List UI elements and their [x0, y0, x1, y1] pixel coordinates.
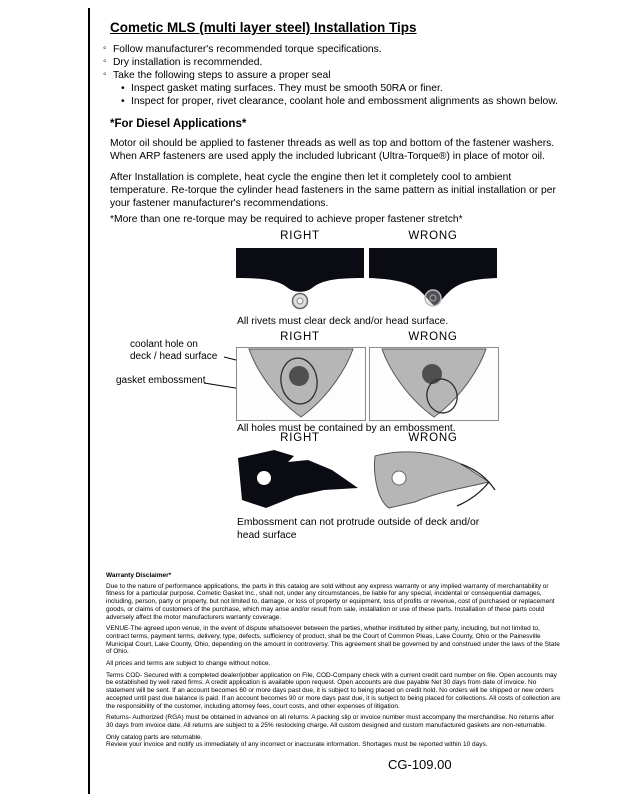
- disclaimer-paragraph: All prices and terms are subject to change without notice.: [106, 660, 271, 668]
- rivet-right-label: RIGHT: [280, 230, 320, 242]
- tip-item: ◦ Follow manufacturer's recommended torque specifications.: [103, 43, 589, 56]
- disclaimer-paragraph: Returns- Authorized (RGA) must be obtained in advance on all returns. A packing slip or invoice number must accompany the merchandise. No returns after 30 days from invoice date. All returns are subject to a 25% restocking charge. All custom designed and custom manufactured gaskets are non-returnable.: [106, 714, 555, 729]
- embossment-protruding-illustration: [369, 446, 497, 512]
- page-title: Cometic MLS (multi layer steel) Installation Tips: [110, 20, 417, 35]
- tip-item: ◦ Dry installation is recommended.: [103, 56, 589, 69]
- embossment-inside-illustration: [236, 446, 364, 512]
- holes-wrong-label: WRONG: [408, 331, 458, 343]
- embossment-right-label: RIGHT: [280, 432, 320, 444]
- sub-tip-item: • Inspect for proper, rivet clearance, coolant hole and embossment alignments as shown below.: [121, 95, 589, 108]
- retorque-note: *More than one re-torque may be required to achieve proper fastener stretch*: [110, 214, 463, 225]
- embossment-wrong-label: WRONG: [408, 432, 458, 444]
- diagram-embossment-wrong: [369, 446, 497, 512]
- disclaimer-paragraph: Due to the nature of performance applications, the parts in this catalog are sold without any express warranty or any implied warranty of merchantability or fitness for a particular purpose. Cometic Gasket Inc., shall not, under any circumstances, be liable for any special, incidental or consequential damages, including, person, party or property, but not limited to, damage, or loss of property or equipment, loss of profits or revenue, cost of purchased or replacement goods, or claims of customers of the purchase, which may arise and/or result from sale, installation or use of these parts. Installation of these parts could adversely affect the motor manufacturers warranty coverage.: [106, 582, 555, 621]
- tip-item: ◦ Take the following steps to assure a proper seal: [103, 69, 589, 82]
- diagram-coolant-right: [236, 347, 366, 421]
- disclaimer-paragraph: VENUE-The agreed upon venue, in the event of dispute whatsoever between the parties, whether instituted by either party, including, but not limited to, contract terms, payment terms, delivery, type, defects, sufficiency of product, shall be the Court of Common Pleas, Lake County, Ohio or the Painesville Municipal Court, Lake County, Ohio, depending on the amount in controversy. This agreement shall be governed by and construed under the laws of the State of Ohio.: [106, 625, 560, 656]
- gasket-embossment-annotation: gasket embossment: [116, 375, 206, 386]
- warranty-disclaimer-heading: Warranty Disclaimer*: [106, 572, 172, 579]
- diagram-embossment-right: [236, 446, 364, 512]
- coolant-hole-annotation-line1: coolant hole on: [130, 339, 198, 350]
- installation-tips-list: [103, 43, 589, 108]
- warranty-disclaimer: [106, 572, 563, 753]
- disclaimer-paragraph: Review your invoice and notify us immediately of any incorrect or inaccurate information. Shortages must be reported within 10 days.: [106, 741, 488, 749]
- sub-tip-item: • Inspect gasket mating surfaces. They must be smooth 50RA or finer.: [121, 82, 589, 95]
- holes-right-label: RIGHT: [280, 331, 320, 343]
- hole-not-contained-illustration: [370, 348, 498, 420]
- disclaimer-paragraph: Only catalog parts are returnable.: [106, 733, 203, 741]
- diagram-section: [0, 228, 618, 550]
- catalog-page-number: CG-109.00: [388, 757, 452, 772]
- diesel-applications-heading: *For Diesel Applications*: [110, 118, 247, 130]
- diesel-paragraph-retorque: After Installation is complete, heat cycle the engine then let it completely cool to ambient temperature. Re-torque the cylinder head fasteners in the same pattern as initial installation or per your fastener manufacturer's recommendations.: [110, 172, 556, 210]
- rivet-caption: All rivets must clear deck and/or head surface.: [237, 316, 449, 327]
- disclaimer-paragraph: Terms COD- Secured with a completed dealer/jobber application on File, COD-Company check with a current credit card number on file. Open accounts may be established by well rated firms. A credit application is available upon request. Open accounts are due payable Net 30 days from date of invoice. No statement will be sent. If an account becomes 60 or more days past due, it is subject to being placed on credit hold. No orders will be shipped or new orders accepted until past due balance is paid. If an account becomes 90 or more days past due, it is subject to being placed for collections. All costs of collection are the responsibility of the customer, including attorney fees, court costs, and other expenses of litigation.: [106, 671, 561, 710]
- holes-caption: All holes must be contained by an embossment.: [237, 423, 456, 434]
- diesel-paragraph-motor-oil: Motor oil should be applied to fastener threads as well as top and bottom of the fastener washers. When ARP fasteners are used apply the included lubricant (Ultra-Torque®) in place of motor oil.: [110, 138, 555, 163]
- coolant-hole-annotation-line2: deck / head surface: [130, 351, 218, 362]
- embossment-caption: Embossment can not protrude outside of deck and/or head surface: [237, 517, 480, 541]
- hole-contained-illustration: [237, 348, 365, 420]
- rivet-wrong-label: WRONG: [408, 230, 458, 242]
- diagram-coolant-wrong: [369, 347, 499, 421]
- tip-sub-list: [103, 82, 589, 108]
